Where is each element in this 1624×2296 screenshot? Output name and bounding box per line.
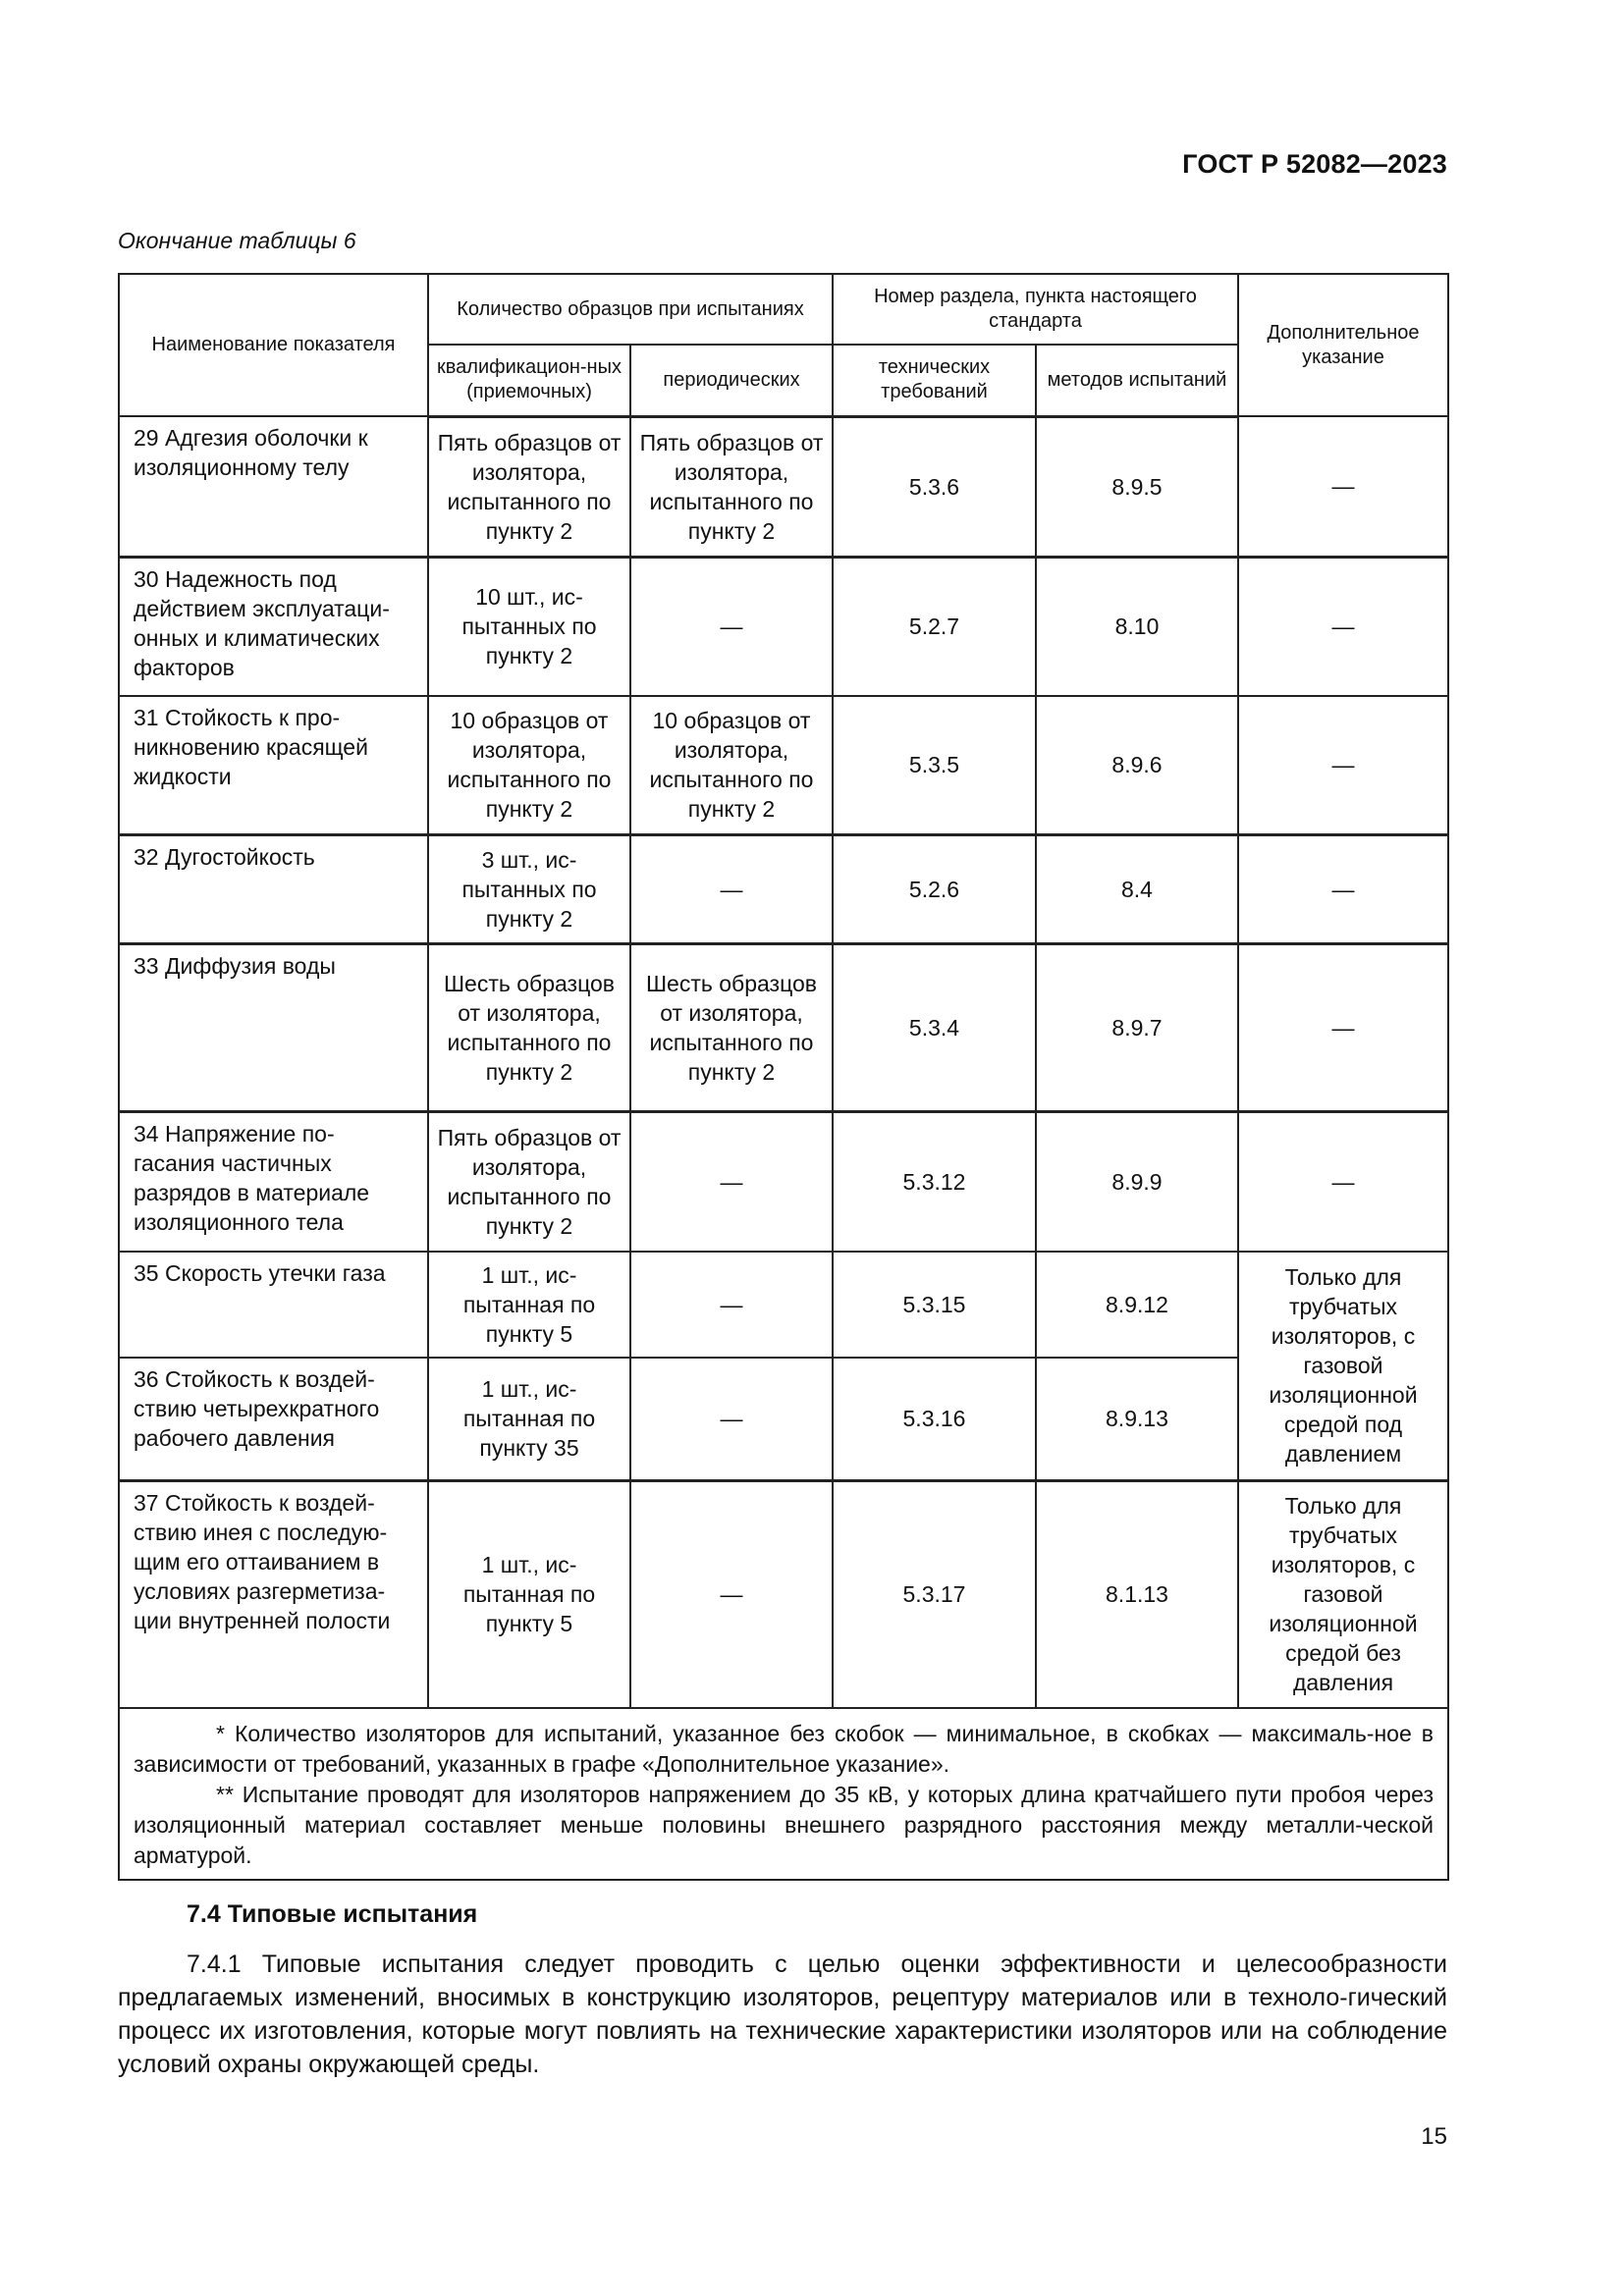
periodic-cell: Пять образцов от изолятора, испытанного по пункту 2 (630, 416, 833, 557)
header-tech-requirements: технических требований (833, 345, 1036, 416)
qualification-cell: Пять образцов от изолятора, испытанного по пункту 2 (428, 1111, 630, 1252)
periodic-cell: Шесть образцов от изолятора, испытанного по пункту 2 (630, 943, 833, 1111)
specimen-table (118, 273, 1449, 1881)
table-notes (119, 1708, 1448, 1880)
method-cell: 8.9.9 (1036, 1111, 1238, 1252)
tech-cell: 5.3.6 (833, 416, 1036, 557)
indicator-cell: 30 Надежность под действием эксплуатаци-онных и климатических факторов (119, 557, 428, 696)
extra-cell: — (1238, 834, 1448, 943)
tech-cell: 5.2.7 (833, 557, 1036, 696)
qualification-cell: 3 шт., ис-пытанных по пункту 2 (428, 834, 630, 943)
indicator-cell: 35 Скорость утечки газа (119, 1252, 428, 1358)
qualification-cell: 1 шт., ис-пытанная по пункту 35 (428, 1358, 630, 1480)
footnote: ** Испытание проводят для изоляторов напряжением до 35 кВ, у которых длина кратчайшего пути пробоя через изоляционный материал составляет меньше половины внешнего разрядного расстояния между металли-ческой арматурой. (134, 1782, 1434, 1868)
table-row (119, 1111, 1448, 1252)
method-cell: 8.9.7 (1036, 943, 1238, 1111)
qualification-cell: 10 шт., ис-пытанных по пункту 2 (428, 557, 630, 696)
periodic-cell: 10 образцов от изолятора, испытанного по пункту 2 (630, 696, 833, 834)
method-cell: 8.4 (1036, 834, 1238, 943)
extra-cell: — (1238, 696, 1448, 834)
page-number: 15 (1421, 2123, 1447, 2150)
indicator-cell: 32 Дугостойкость (119, 834, 428, 943)
section-paragraph: 7.4.1 Типовые испытания следует проводить с целью оценки эффективности и целесообразности предлагаемых изменений, вносимых в конструкцию изоляторов, рецептуру материалов или в техноло-гический процесс их изготовления, которые могут повлиять на технические характеристики изоляторов или на соблюдение условий охраны окружающей среды. (118, 1950, 1447, 2078)
extra-cell: — (1238, 1111, 1448, 1252)
header-indicator-name: Наименование показателя (119, 274, 428, 416)
method-cell: 8.9.5 (1036, 416, 1238, 557)
indicator-cell: 31 Стойкость к про-никновению красящей жидкости (119, 696, 428, 834)
periodic-cell: — (630, 1480, 833, 1708)
tech-cell: 5.2.6 (833, 834, 1036, 943)
table-row (119, 557, 1448, 696)
table-row (119, 696, 1448, 834)
method-cell: 8.1.13 (1036, 1480, 1238, 1708)
periodic-cell: — (630, 1111, 833, 1252)
extra-cell: — (1238, 943, 1448, 1111)
footnote: * Количество изоляторов для испытаний, указанное без скобок — минимальное, в скобках — максималь-ное в зависимости от требований, указанных в графе «Дополнительное указание». (134, 1721, 1434, 1777)
indicator-cell: 29 Адгезия оболочки к изоляционному телу (119, 416, 428, 557)
table-row (119, 1252, 1448, 1358)
method-cell: 8.10 (1036, 557, 1238, 696)
method-cell: 8.9.6 (1036, 696, 1238, 834)
periodic-cell: — (630, 1358, 833, 1480)
notes-row (119, 1708, 1448, 1880)
qualification-cell: 1 шт., ис-пытанная по пункту 5 (428, 1480, 630, 1708)
periodic-cell: — (630, 834, 833, 943)
header-samples-group: Количество образцов при испытаниях (428, 274, 833, 345)
extra-cell: Только для трубчатых изоляторов, с газовой изоляционной средой без давления (1238, 1480, 1448, 1708)
tech-cell: 5.3.4 (833, 943, 1036, 1111)
tech-cell: 5.3.16 (833, 1358, 1036, 1480)
periodic-cell: — (630, 557, 833, 696)
tech-cell: 5.3.17 (833, 1480, 1036, 1708)
header-section-group: Номер раздела, пункта настоящего стандарта (833, 274, 1238, 345)
table-row (119, 416, 1448, 557)
extra-cell: Только для трубчатых изоляторов, с газовой изоляционной средой под давлением (1238, 1252, 1448, 1480)
table-row (119, 943, 1448, 1111)
header-periodic: периодических (630, 345, 833, 416)
periodic-cell: — (630, 1252, 833, 1358)
method-cell: 8.9.13 (1036, 1358, 1238, 1480)
indicator-cell: 37 Стойкость к воздей-ствию инея с последую-щим его оттаиванием в условиях разгерметиза-ции внутренней полости (119, 1480, 428, 1708)
header-qualification: квалификацион-ных (приемочных) (428, 345, 630, 416)
indicator-cell: 36 Стойкость к воздей-ствию четырехкратного рабочего давления (119, 1358, 428, 1480)
tech-cell: 5.3.12 (833, 1111, 1036, 1252)
qualification-cell: 10 образцов от изолятора, испытанного по пункту 2 (428, 696, 630, 834)
extra-cell: — (1238, 416, 1448, 557)
extra-cell: — (1238, 557, 1448, 696)
indicator-cell: 34 Напряжение по-гасания частичных разрядов в материале изоляционного тела (119, 1111, 428, 1252)
table-row (119, 1480, 1448, 1708)
tech-cell: 5.3.15 (833, 1252, 1036, 1358)
header-extra: Дополнительное указание (1238, 274, 1448, 416)
qualification-cell: Пять образцов от изолятора, испытанного по пункту 2 (428, 416, 630, 557)
tech-cell: 5.3.5 (833, 696, 1036, 834)
qualification-cell: 1 шт., ис-пытанная по пункту 5 (428, 1252, 630, 1358)
qualification-cell: Шесть образцов от изолятора, испытанного по пункту 2 (428, 943, 630, 1111)
header-test-methods: методов испытаний (1036, 345, 1238, 416)
document-code: ГОСТ Р 52082—2023 (1182, 149, 1447, 179)
section-title: 7.4 Типовые испытания (187, 1900, 478, 1928)
table-row (119, 834, 1448, 943)
method-cell: 8.9.12 (1036, 1252, 1238, 1358)
table-caption: Окончание таблицы 6 (118, 228, 356, 253)
indicator-cell: 33 Диффузия воды (119, 943, 428, 1111)
